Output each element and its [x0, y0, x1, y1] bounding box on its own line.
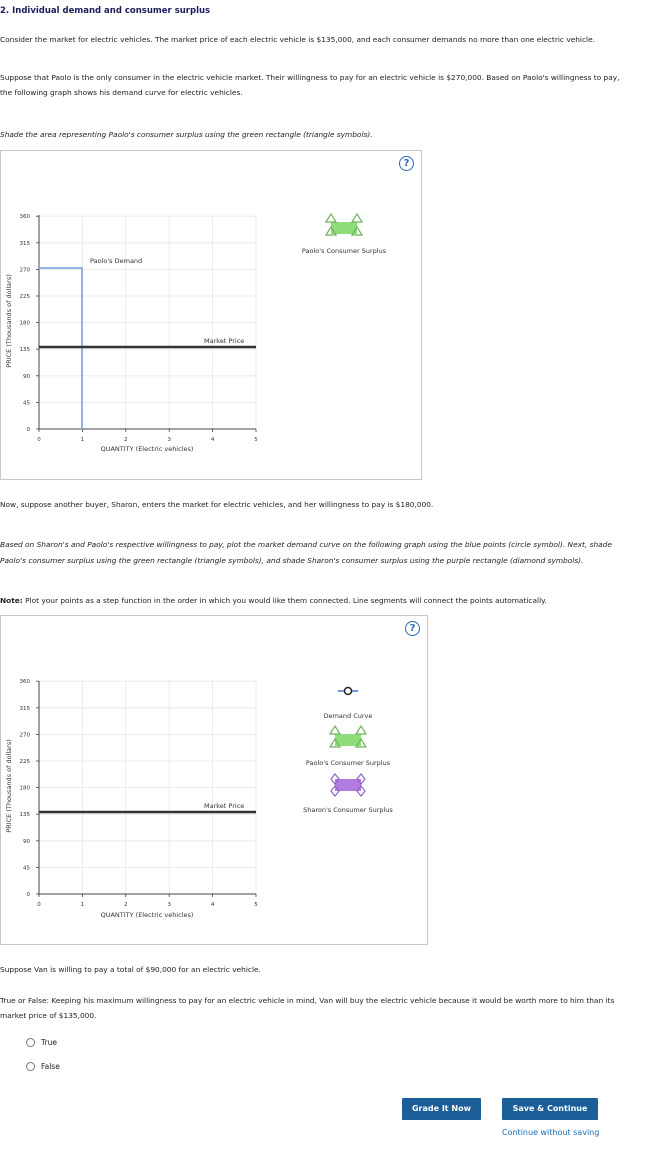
option-true[interactable]: [26, 1038, 57, 1047]
instruction-2: Based on Sharon's and Paolo's respective willingness to pay, plot the market demand curve on the following graph using the blue points (circle symbol). Next, shade Paolo's consumer surplus using the green rectangle (triangle symbols), and shade Sharon's consumer surplus using the purple rectangle (diamond symbols).: [0, 540, 612, 565]
graph-2-svg[interactable]: [1, 616, 427, 944]
y-tick-label: 180: [19, 320, 30, 327]
graph-1-svg: [1, 151, 421, 479]
graph-2-panel: [0, 615, 428, 945]
y-tick-label: 225: [19, 759, 30, 765]
x-axis-label: QUANTITY (Electric vehicles): [100, 911, 194, 919]
y-axis-label: PRICE (Thousands of dollars): [5, 739, 13, 833]
y-tick-label: 135: [19, 347, 30, 354]
continue-without-saving-link[interactable]: Continue without saving: [502, 1128, 600, 1137]
sharon-consumer-surplus-tool[interactable]: [331, 774, 365, 796]
van-text: Suppose Van is willing to pay a total of $90,000 for an electric vehicle.: [0, 965, 261, 974]
market-price-label: Market Price: [204, 337, 245, 345]
x-tick-label: 2: [124, 902, 128, 908]
y-tick-label: 360: [19, 679, 30, 686]
market-price-label: Market Price: [204, 802, 245, 810]
x-tick-label: 5: [254, 437, 258, 443]
intro-text: Consider the market for electric vehicles. The market price of each electric vehicle is $135,000, and each consumer demands no more than one electric vehicle.: [0, 35, 595, 44]
x-tick-label: 0: [37, 902, 41, 908]
y-axis-label: PRICE (Thousands of dollars): [5, 274, 13, 368]
y-tick-label: 315: [19, 705, 30, 712]
grade-it-now-button[interactable]: Grade It Now: [402, 1098, 481, 1120]
x-tick-label: 4: [210, 902, 215, 908]
radio-button[interactable]: [26, 1038, 35, 1047]
y-tick-label: 360: [19, 214, 30, 221]
y-tick-label: 45: [23, 400, 30, 407]
paolo-text: Suppose that Paolo is the only consumer in the electric vehicle market. Their willingness to pay for an electric vehicle is $270,000. Based on Paolo's willingness to pay, the following graph shows his demand curve for electric vehicles.: [0, 73, 620, 97]
question-title: 2. Individual demand and consumer surplus: [0, 6, 211, 16]
x-tick-label: 1: [80, 902, 85, 908]
y-tick-label: 225: [19, 294, 30, 300]
legend-paolo-cs-label: Paolo's Consumer Surplus: [301, 247, 387, 255]
y-tick-label: 315: [19, 240, 30, 247]
x-tick-label: 2: [124, 437, 128, 443]
y-tick-label: 270: [19, 267, 30, 274]
demand-curve-tool[interactable]: [338, 688, 358, 695]
option-false[interactable]: [26, 1062, 60, 1071]
x-tick-label: 4: [210, 437, 215, 443]
help-icon[interactable]: ?: [399, 156, 414, 171]
y-tick-label: 0: [26, 427, 30, 433]
note-body: Plot your points as a step function in the order in which you would like them connected. Line segments will connect the points automatically.: [22, 596, 547, 605]
graph-1-panel: [0, 150, 422, 480]
x-tick-label: 5: [254, 902, 258, 908]
legend-demand-curve-label: Demand Curve: [323, 712, 373, 720]
paolo-demand-curve: [39, 268, 82, 429]
y-tick-label: 90: [23, 373, 30, 380]
x-tick-label: 0: [37, 437, 41, 443]
paolo-consumer-surplus-tool[interactable]: [330, 726, 366, 747]
sharon-text: Now, suppose another buyer, Sharon, enters the market for electric vehicles, and her willingness to pay is $180,000.: [0, 500, 434, 509]
legend-paolo-cs-label: Paolo's Consumer Surplus: [305, 759, 391, 767]
y-tick-label: 135: [19, 812, 30, 819]
y-tick-label: 180: [19, 785, 30, 792]
paolo-demand-label: Paolo's Demand: [90, 257, 143, 265]
note-label: Note:: [0, 596, 23, 605]
true-false-question: True or False: Keeping his maximum willingness to pay for an electric vehicle in mind, Van will buy the electric vehicle because it would be worth more to him than its market price of $135,000.: [0, 996, 615, 1020]
x-axis-label: QUANTITY (Electric vehicles): [100, 445, 194, 453]
y-tick-label: 0: [26, 892, 30, 898]
y-tick-label: 90: [23, 838, 30, 845]
y-tick-label: 270: [19, 732, 30, 739]
legend-sharon-cs-label: Sharon's Consumer Surplus: [303, 806, 393, 814]
option-label: False: [41, 1062, 60, 1071]
x-tick-label: 3: [167, 902, 171, 908]
x-tick-label: 3: [167, 437, 171, 443]
help-icon[interactable]: ?: [405, 621, 420, 636]
instruction-1: Shade the area representing Paolo's consumer surplus using the green rectangle (triangle symbols).: [0, 130, 373, 139]
note-text: [0, 593, 620, 608]
x-tick-label: 1: [80, 437, 85, 443]
save-and-continue-button[interactable]: Save & Continue: [502, 1098, 598, 1120]
y-tick-label: 45: [23, 865, 30, 872]
option-label: True: [41, 1038, 57, 1047]
radio-button[interactable]: [26, 1062, 35, 1071]
paolo-consumer-surplus-tool[interactable]: [326, 214, 362, 235]
